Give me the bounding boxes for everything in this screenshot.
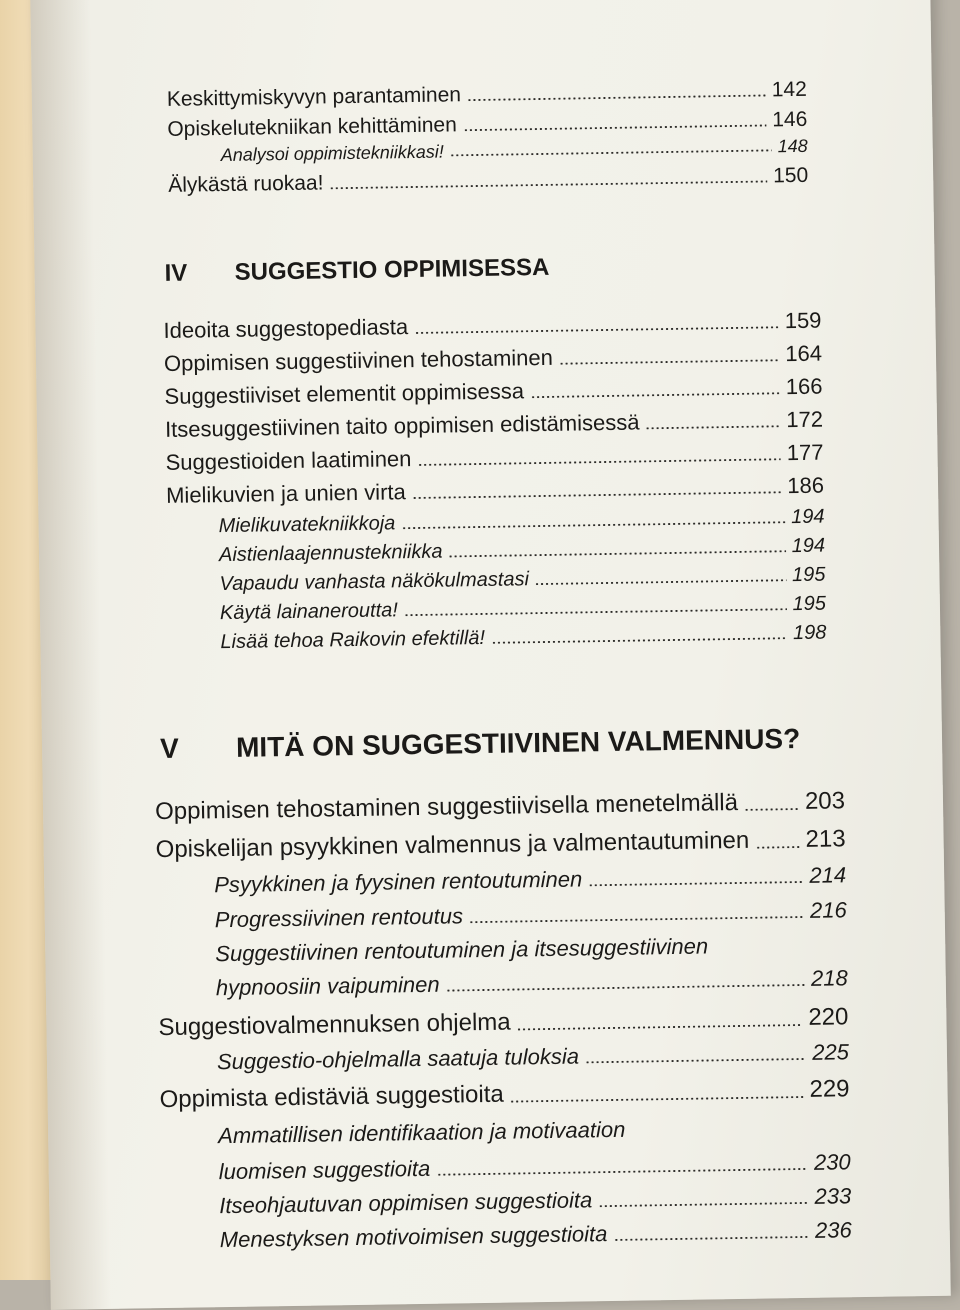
toc-subentry bbox=[216, 965, 848, 1001]
toc-entry-page: 233 bbox=[814, 1183, 852, 1209]
toc-entry-page: 214 bbox=[809, 862, 847, 888]
toc-entry-title: Ammatillisen identifikaation ja motivaation bbox=[217, 1116, 626, 1149]
dot-leader bbox=[404, 608, 787, 616]
toc-entry bbox=[163, 308, 821, 344]
toc-entry-page: 194 bbox=[790, 505, 825, 529]
toc-entry-title: Aistienlaajennustekniikka bbox=[218, 540, 443, 567]
toc-entry-title: hypnoosiin vaipuminen bbox=[215, 971, 440, 1001]
dot-leader bbox=[530, 392, 780, 398]
dot-leader bbox=[450, 149, 772, 156]
toc-subentry-first-line bbox=[218, 1117, 626, 1149]
toc-subentry bbox=[219, 1149, 851, 1185]
dot-leader bbox=[469, 916, 804, 923]
toc-entry-title: Mielikuvatekniikkoja bbox=[218, 512, 396, 538]
toc-entry bbox=[166, 473, 824, 509]
dot-leader bbox=[491, 637, 787, 644]
toc-entry-title: Vapaudu vanhasta näkökulmastasi bbox=[219, 568, 530, 596]
toc-entry bbox=[155, 787, 845, 826]
dot-leader bbox=[446, 984, 805, 992]
toc-entry bbox=[158, 1003, 848, 1042]
dot-leader bbox=[417, 458, 780, 466]
section-heading bbox=[160, 723, 801, 765]
toc-entry-page: 194 bbox=[791, 534, 826, 558]
toc-entry-page: 142 bbox=[771, 77, 807, 102]
dot-leader bbox=[535, 579, 786, 585]
toc-entry-page: 195 bbox=[792, 592, 827, 616]
toc-entry-page: 148 bbox=[777, 135, 808, 157]
toc-entry-page: 218 bbox=[810, 965, 848, 991]
dot-leader bbox=[463, 124, 766, 131]
toc-entry-title: Itseohjautuvan oppimisen suggestioita bbox=[219, 1187, 593, 1219]
toc-entry-page: 177 bbox=[786, 439, 824, 466]
toc-subentry bbox=[219, 1183, 851, 1219]
toc-entry-title: Oppimista edistäviä suggestioita bbox=[159, 1080, 504, 1114]
dot-leader bbox=[414, 326, 779, 334]
toc-entry-page: 216 bbox=[809, 897, 847, 923]
dot-leader bbox=[598, 1202, 808, 1207]
toc-entry-title: Progressiivinen rentoutus bbox=[214, 903, 464, 933]
toc-subentry bbox=[221, 136, 808, 166]
toc-entry-title: Suggestiiviset elementit oppimisessa bbox=[164, 378, 525, 409]
toc-entry-page: 230 bbox=[813, 1149, 851, 1175]
toc-entry bbox=[155, 825, 845, 864]
toc-entry-page: 159 bbox=[784, 307, 822, 334]
toc-subentry bbox=[215, 897, 847, 933]
dot-leader bbox=[646, 425, 781, 429]
dot-leader bbox=[559, 359, 779, 364]
toc-entry-page: 225 bbox=[812, 1039, 850, 1065]
toc-entry-page: 164 bbox=[785, 340, 823, 367]
toc-entry-title: Käytä lainaneroutta! bbox=[219, 599, 399, 625]
toc-subentry bbox=[219, 564, 825, 597]
toc-entry-title: Opiskelutekniikan kehittäminen bbox=[167, 113, 458, 141]
toc-entry-title: Suggestio-ohjelmalla saatuja tuloksia bbox=[216, 1043, 580, 1075]
dot-leader bbox=[401, 521, 785, 529]
toc-entry-title: Lisää tehoa Raikovin efektillä! bbox=[220, 626, 486, 654]
toc-entry-title: Menestyksen motivoimisen suggestioita bbox=[219, 1221, 608, 1253]
toc-entry-page: 195 bbox=[791, 563, 826, 587]
section-heading bbox=[164, 254, 549, 288]
toc-entry-page: 166 bbox=[785, 373, 823, 400]
dot-leader bbox=[517, 1024, 803, 1030]
toc-subentry bbox=[220, 1217, 852, 1253]
section-number: V bbox=[159, 732, 180, 765]
toc-entry-page: 229 bbox=[809, 1075, 850, 1103]
dot-leader bbox=[330, 180, 768, 189]
toc-subentry bbox=[217, 1039, 849, 1075]
toc-entry-title: Opiskelijan psyykkinen valmennus ja valmentautuminen bbox=[155, 826, 750, 864]
toc-entry-page: 236 bbox=[814, 1217, 852, 1243]
toc-subentry bbox=[220, 593, 826, 626]
toc-entry-page: 172 bbox=[786, 406, 824, 433]
toc-entry-title: Suggestioiden laatiminen bbox=[165, 446, 412, 475]
toc-entry-title: Analysoi oppimistekniikkasi! bbox=[220, 141, 444, 166]
toc-entry bbox=[165, 440, 823, 476]
toc-entry bbox=[164, 341, 822, 377]
book-page bbox=[30, 0, 951, 1310]
dot-leader bbox=[588, 881, 803, 886]
section-title: SUGGESTIO OPPIMISESSA bbox=[234, 253, 550, 286]
toc-entry-page: 213 bbox=[805, 825, 846, 853]
toc-subentry-first-line bbox=[215, 933, 708, 967]
toc-entry-title: Keskittymiskyvyn parantaminen bbox=[166, 83, 462, 111]
dot-leader bbox=[467, 94, 766, 101]
toc-entry-page: 146 bbox=[772, 107, 808, 132]
dot-leader bbox=[510, 1096, 804, 1103]
toc-entry-title: Mielikuvien ja unien virta bbox=[165, 479, 406, 508]
toc-subentry bbox=[218, 506, 824, 539]
toc-entry-title: Oppimisen tehostaminen suggestiivisella menetelmällä bbox=[154, 788, 739, 826]
dot-leader bbox=[613, 1236, 809, 1241]
toc-entry-page: 220 bbox=[808, 1003, 849, 1031]
toc-entry-title: Älykästä ruokaa! bbox=[168, 171, 324, 197]
dot-leader bbox=[449, 550, 786, 557]
toc-entry-title: Itsesuggestiivinen taito oppimisen edistämisessä bbox=[164, 409, 640, 442]
toc-entry bbox=[159, 1075, 849, 1114]
toc-subentry bbox=[214, 862, 846, 898]
dot-leader bbox=[412, 491, 782, 499]
toc-subentry bbox=[220, 622, 826, 655]
dot-leader bbox=[755, 846, 799, 849]
toc-entry-page: 186 bbox=[787, 472, 825, 499]
toc-entry-title: Psyykkinen ja fyysinen rentoutuminen bbox=[214, 866, 583, 898]
dot-leader bbox=[744, 808, 799, 811]
toc-entry bbox=[165, 407, 823, 443]
section-title: MITÄ ON SUGGESTIIVINEN VALMENNUS? bbox=[235, 722, 801, 763]
toc-entry-title: Ideoita suggestopediasta bbox=[163, 314, 409, 343]
toc-entry-title: Suggestiovalmennuksen ohjelma bbox=[158, 1008, 511, 1042]
toc-entry-title: Oppimisen suggestiivinen tehostaminen bbox=[163, 344, 554, 376]
toc-entry bbox=[164, 374, 822, 410]
toc-entry-page: 203 bbox=[804, 787, 846, 815]
toc-entry-page: 198 bbox=[792, 621, 827, 645]
toc-entry-title: luomisen suggestioita bbox=[218, 1155, 431, 1185]
toc-entry bbox=[168, 164, 808, 198]
toc-subentry bbox=[219, 535, 825, 568]
toc-entry bbox=[167, 78, 807, 112]
toc-entry-title: Suggestiivinen rentoutuminen ja itsesuggestiivinen bbox=[215, 933, 709, 967]
section-number: IV bbox=[164, 259, 188, 287]
dot-leader bbox=[436, 1168, 808, 1176]
toc-entry-page: 150 bbox=[772, 163, 809, 188]
dot-leader bbox=[585, 1058, 806, 1063]
